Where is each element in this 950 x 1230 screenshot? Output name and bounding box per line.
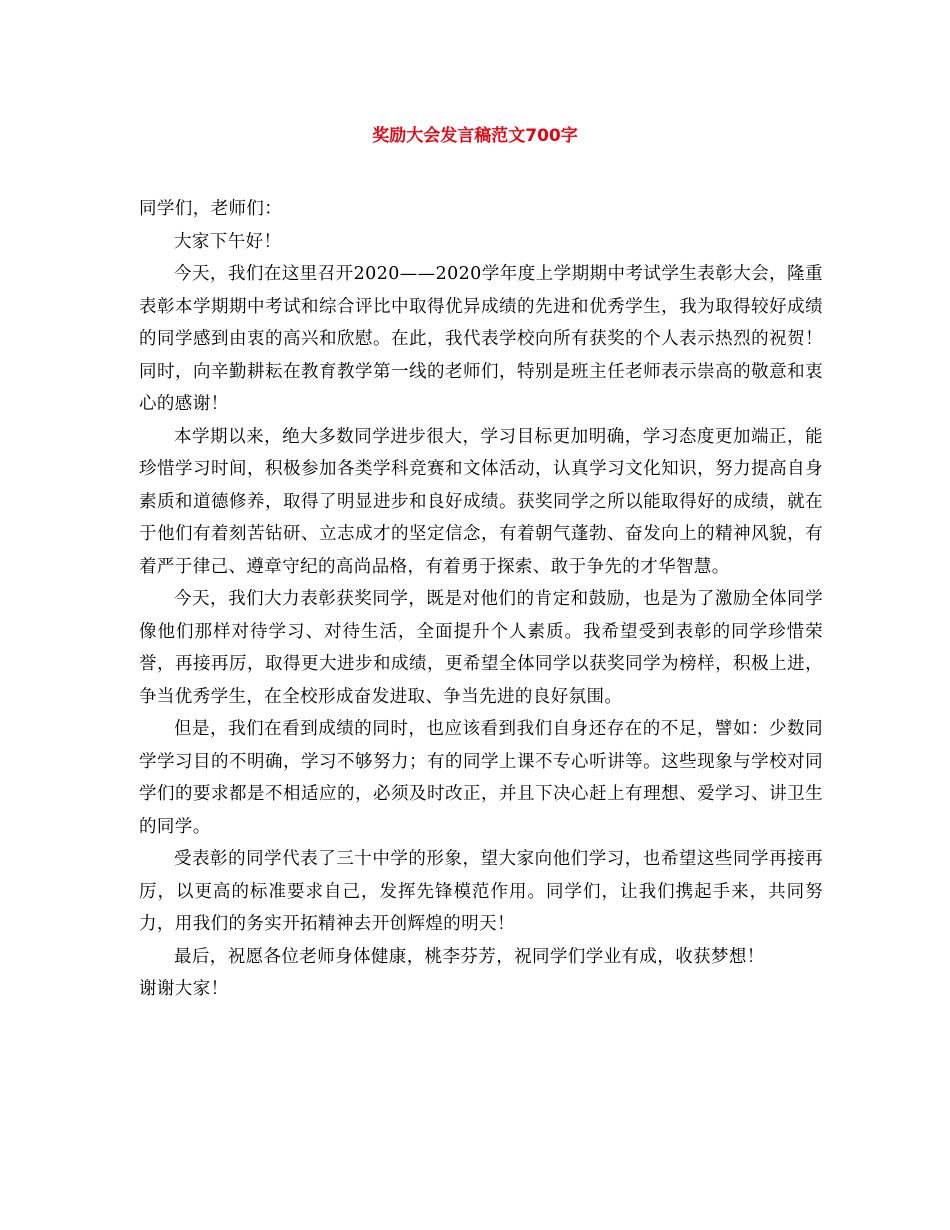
paragraph-shortcomings: 但是，我们在看到成绩的同时，也应该看到我们自身还存在的不足，譬如：少数同学学习目的不明确，学习不够努力；有的同学上课不专心听讲等。这些现象与学校对同学们的要求都是不相适应的，必须及时改正，并且下决心赶上有理想、爱学习、讲卫生的同学。	[139, 719, 823, 837]
paragraph-progress: 本学期以来，绝大多数同学进步很大，学习目标更加明确，学习态度更加端正，能珍惜学习时间，积极参加各类学科竞赛和文体活动，认真学习文化知识，努力提高自身素质和道德修养，取得了明显进步和良好成绩。获奖同学之所以能取得好的成绩，就在于他们有着刻苦钻研、立志成才的坚定信念，有着朝气蓬勃、奋发向上的精神风貌，有着严于律己、遵章守纪的高尚品格，有着勇于探索、敢于争先的才华智慧。	[139, 426, 823, 577]
paragraph-opening: 今天，我们在这里召开2020——2020学年度上学期期中考试学生表彰大会，隆重表彰本学期期中考试和综合评比中取得优异成绩的先进和优秀学生，我为取得较好成绩的同学感到由衷的高兴和欣慰。在此，我代表学校向所有获奖的个人表示热烈的祝贺！同时，向辛勤耕耘在教育教学第一线的老师们，特别是班主任老师表示崇高的敬意和衷心的感谢！	[139, 264, 823, 414]
paragraph-wishes: 最后，祝愿各位老师身体健康，桃李芬芳，祝同学们学业有成，收获梦想！	[174, 946, 765, 967]
paragraph-call-to-action: 受表彰的同学代表了三十中学的形象，望大家向他们学习，也希望这些同学再接再厉，以更高的标准要求自己，发挥先锋模范作用。同学们，让我们携起手来，共同努力，用我们的务实开拓精神去开创辉煌的明天！	[139, 849, 823, 934]
paragraph-greeting: 大家下午好！	[174, 231, 282, 252]
salutation: 同学们，老师们：	[139, 199, 283, 219]
document-title: 奖励大会发言稿范文700字	[372, 126, 578, 146]
paragraph-encouragement: 今天，我们大力表彰获奖同学，既是对他们的肯定和鼓励，也是为了激励全体同学像他们那样对待学习、对待生活，全面提升个人素质。我希望受到表彰的同学珍惜荣誉，再接再厉，取得更大进步和成绩，更希望全体同学以获奖同学为榜样，积极上进，争当优秀学生，在全校形成奋发进取、争当先进的良好氛围。	[139, 589, 823, 707]
document-body	[139, 193, 823, 1006]
closing: 谢谢大家！	[139, 979, 229, 999]
